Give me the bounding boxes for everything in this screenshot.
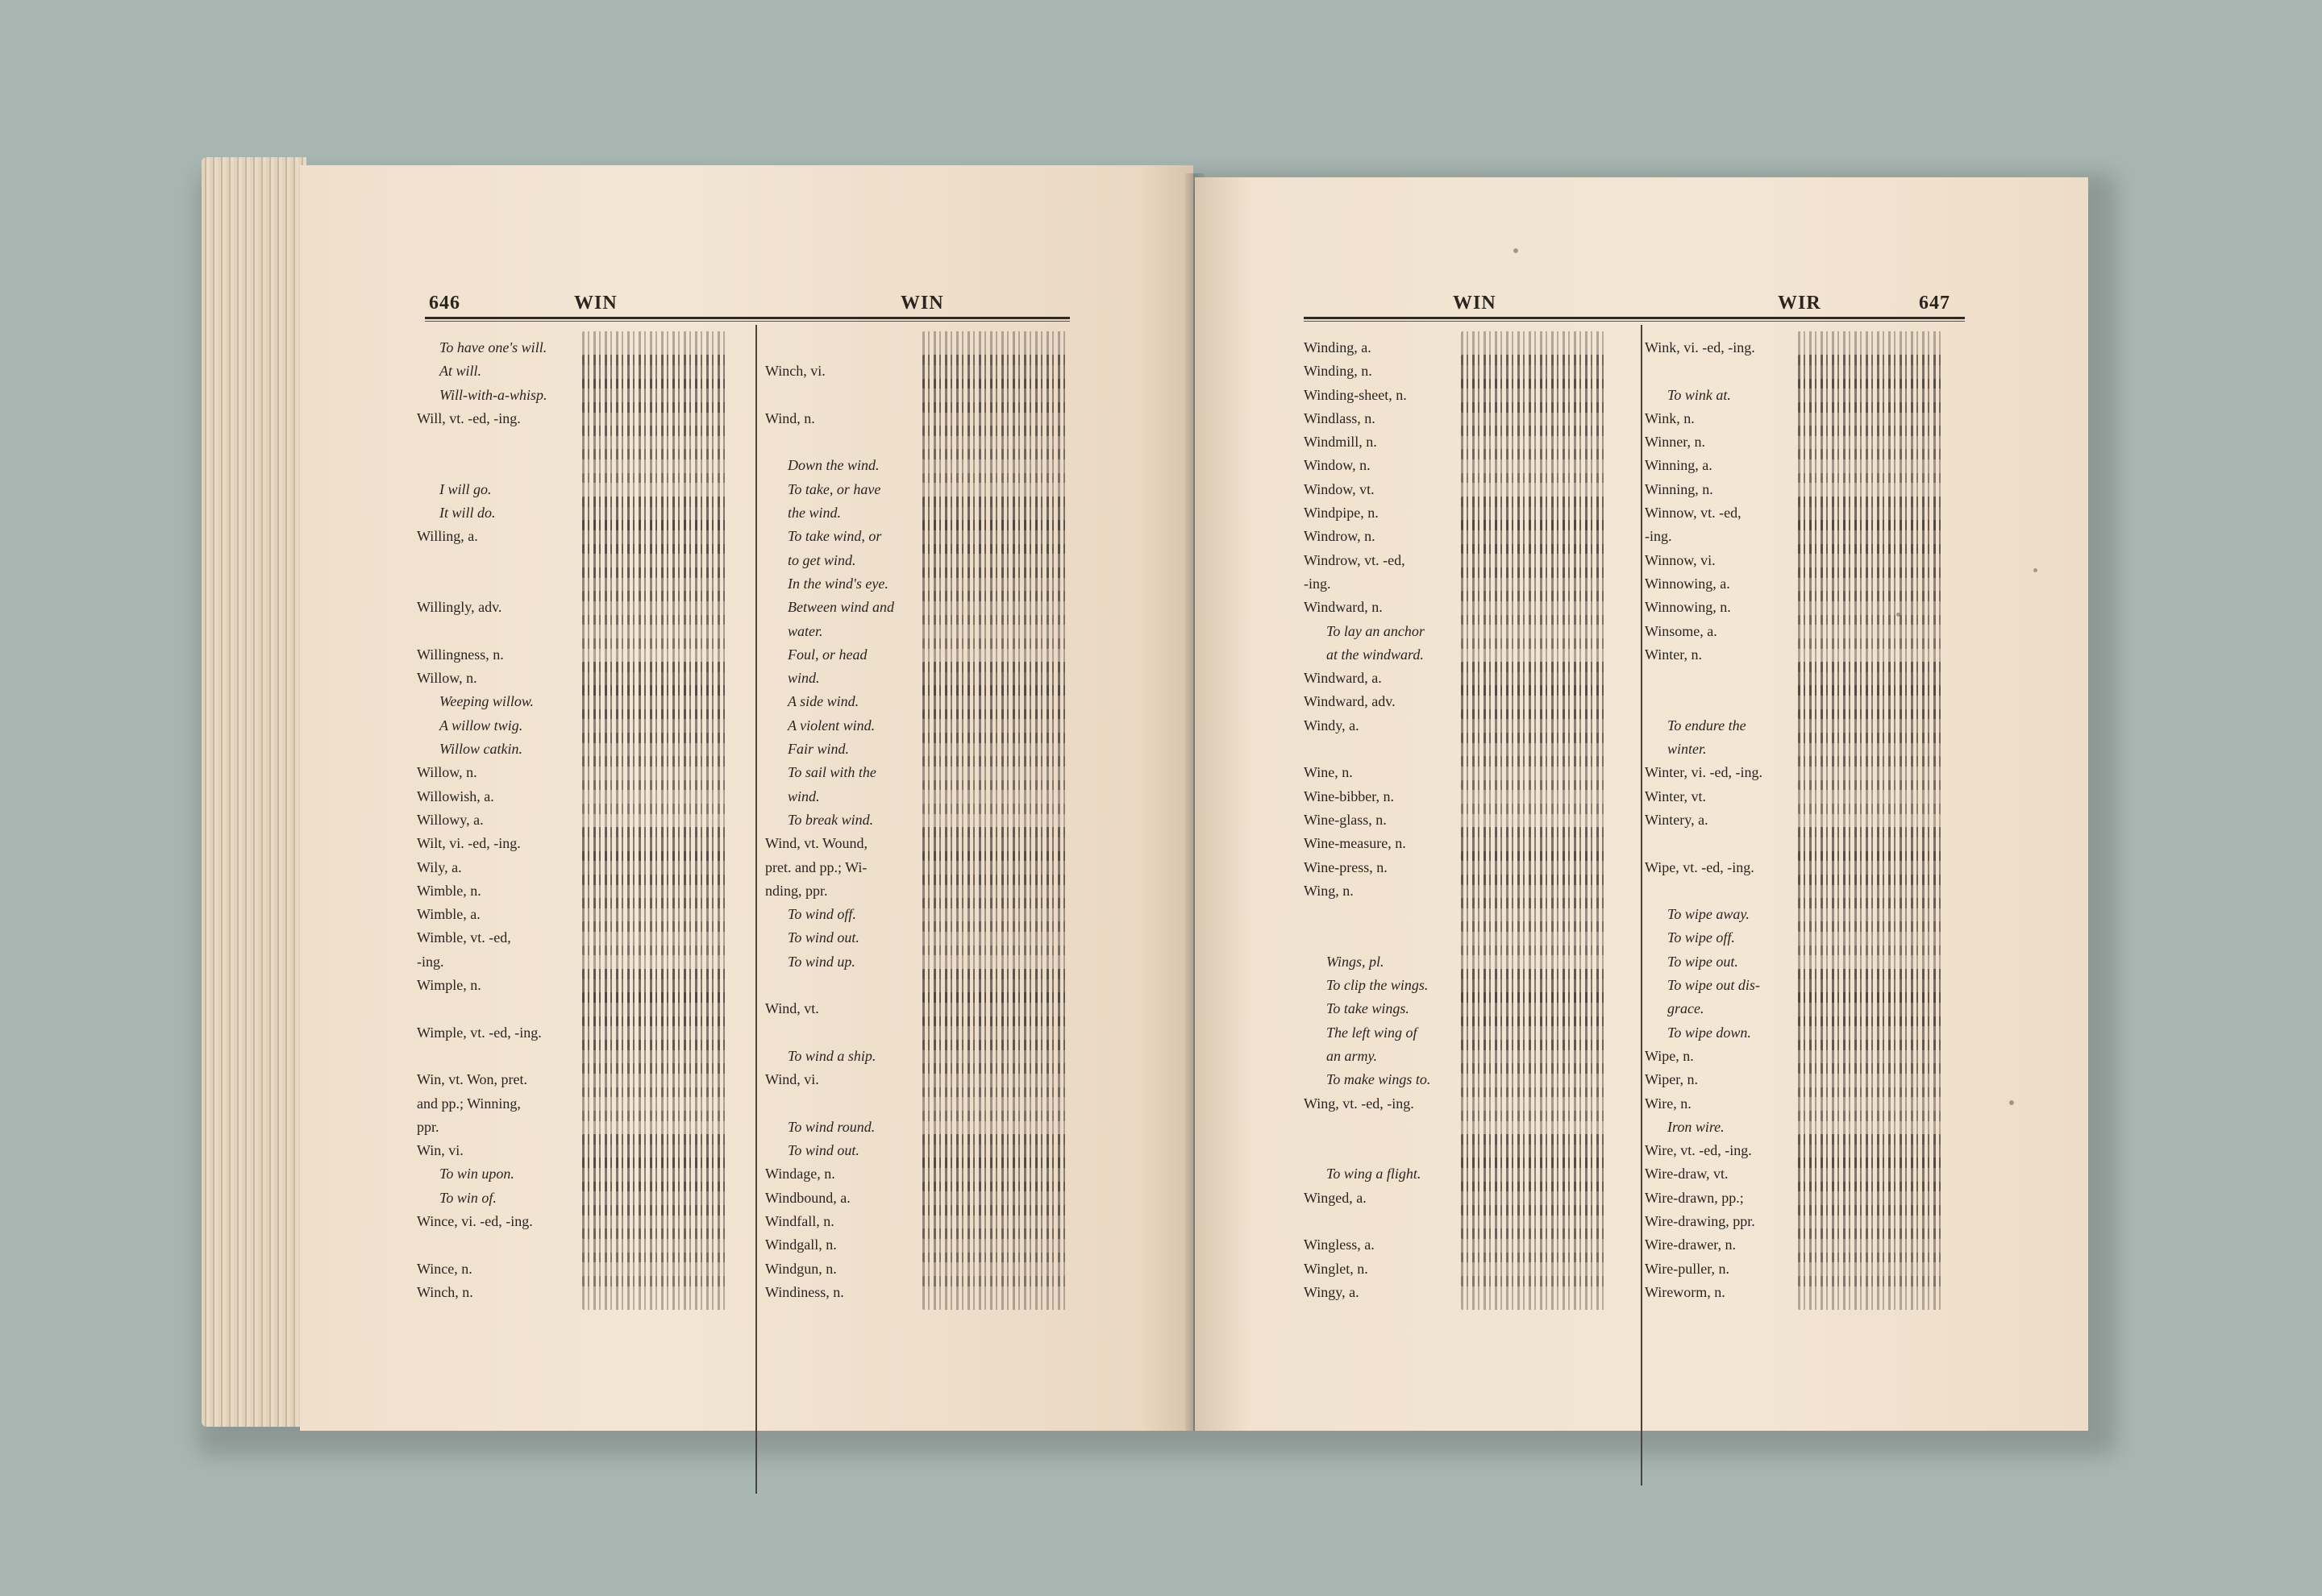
entry-headword: Down the wind. xyxy=(788,457,880,474)
page-number-right: 647 xyxy=(1919,293,1950,314)
header-rule-right xyxy=(1304,317,1965,319)
entry-headword: Wilt, vi. -ed, -ing. xyxy=(417,835,521,852)
column-divider-left xyxy=(755,325,757,1494)
entry-headword: Wink, vi. -ed, -ing. xyxy=(1645,339,1755,355)
entry-headword: Windward, a. xyxy=(1304,670,1382,687)
entry-headword: ppr. xyxy=(417,1118,439,1135)
entry-headword: Wireworm, n. xyxy=(1645,1283,1725,1300)
entry-headword: Winding, n. xyxy=(1304,363,1372,380)
entry-headword: Willowy, a. xyxy=(417,811,484,828)
entry-headword: Windiness, n. xyxy=(765,1283,844,1300)
running-head-left-2: WIN xyxy=(901,293,944,314)
entry-headword: winter. xyxy=(1667,741,1707,758)
entry-headword: To win upon. xyxy=(439,1166,514,1182)
entry-headword: Wine, n. xyxy=(1304,764,1353,781)
entry-headword: Wimble, vt. -ed, xyxy=(417,929,511,946)
entry-headword: Foul, or head xyxy=(788,646,868,663)
entry-headword: Willow, n. xyxy=(417,670,477,687)
entry-headword: wind. xyxy=(788,788,820,804)
entry-headword: Wingless, a. xyxy=(1304,1236,1375,1253)
entry-headword: To clip the wings. xyxy=(1326,977,1429,994)
left-page xyxy=(300,165,1193,1431)
entry-row xyxy=(417,1281,739,1304)
entry-headword: Windfall, n. xyxy=(765,1212,834,1229)
entry-headword: Wine-bibber, n. xyxy=(1304,788,1395,804)
page-edges xyxy=(202,157,306,1427)
entry-headword: To wipe away. xyxy=(1667,906,1750,923)
running-head-left-1: WIN xyxy=(574,293,618,314)
entry-headword: Wipe, n. xyxy=(1645,1047,1694,1064)
page-number-left: 646 xyxy=(429,293,460,314)
entry-headword: To lay an anchor xyxy=(1326,622,1425,639)
entry-headword: and pp.; Winning, xyxy=(417,1095,521,1112)
entry-headword: Winglet, n. xyxy=(1304,1260,1368,1277)
entry-headword: Wire-drawer, n. xyxy=(1645,1236,1736,1253)
entry-headword: Winning, n. xyxy=(1645,480,1713,497)
entry-headword: Wire-puller, n. xyxy=(1645,1260,1730,1277)
japanese-gloss-mark xyxy=(1461,1276,1604,1310)
entry-headword: To have one's will. xyxy=(439,339,547,355)
entry-headword: To sail with the xyxy=(788,764,876,781)
entry-headword: Wing, n. xyxy=(1304,882,1354,899)
entry-headword: Windgun, n. xyxy=(765,1260,837,1277)
entry-headword: Wince, n. xyxy=(417,1260,472,1277)
entry-headword: Wing, vt. -ed, -ing. xyxy=(1304,1095,1414,1112)
entry-headword: A side wind. xyxy=(788,693,859,710)
header-rule-right-thin xyxy=(1304,321,1965,322)
entry-headword: Wind, vt. xyxy=(765,1000,819,1017)
entry-headword: Winged, a. xyxy=(1304,1189,1367,1206)
entry-headword: To make wings to. xyxy=(1326,1071,1431,1088)
entry-headword: Wine-glass, n. xyxy=(1304,811,1387,828)
entry-headword: Wind, n. xyxy=(765,409,815,426)
entry-headword: Wimble, n. xyxy=(417,882,481,899)
entry-headword: Wily, a. xyxy=(417,858,462,875)
entry-headword: Wingy, a. xyxy=(1304,1283,1359,1300)
entry-headword: Wire, vt. -ed, -ing. xyxy=(1645,1142,1752,1159)
entry-headword: Windlass, n. xyxy=(1304,409,1375,426)
japanese-gloss-mark xyxy=(582,1276,726,1310)
entry-headword: Winnowing, a. xyxy=(1645,575,1730,592)
right-page xyxy=(1195,177,2088,1431)
entry-headword: To wink at. xyxy=(1667,386,1731,403)
entry-headword: A willow twig. xyxy=(439,717,523,734)
entry-headword: Will, vt. -ed, -ing. xyxy=(417,409,521,426)
entry-headword: nding, ppr. xyxy=(765,882,828,899)
entry-headword: To wind a ship. xyxy=(788,1047,876,1064)
entry-headword: Wire-draw, vt. xyxy=(1645,1166,1729,1182)
left-column-2 xyxy=(765,336,1080,1304)
entry-row xyxy=(1645,1281,1967,1304)
entry-headword: Windage, n. xyxy=(765,1166,835,1182)
entry-headword: Windrow, n. xyxy=(1304,528,1375,545)
entry-headword: Winter, vt. xyxy=(1645,788,1707,804)
entry-headword: Windward, n. xyxy=(1304,599,1383,616)
entry-headword: Wintery, a. xyxy=(1645,811,1708,828)
entry-headword: Wire, n. xyxy=(1645,1095,1692,1112)
entry-headword: Windbound, a. xyxy=(765,1189,851,1206)
entry-headword: To take wings. xyxy=(1326,1000,1409,1017)
japanese-gloss-mark xyxy=(922,1276,1066,1310)
entry-headword: Wind, vi. xyxy=(765,1071,819,1088)
running-head-right-2: WIR xyxy=(1778,293,1821,314)
entry-headword: water. xyxy=(788,622,823,639)
entry-headword: Willowish, a. xyxy=(417,788,494,804)
entry-headword: Winding, a. xyxy=(1304,339,1371,355)
entry-headword: Windward, adv. xyxy=(1304,693,1396,710)
entry-headword: Winner, n. xyxy=(1645,434,1706,451)
entry-headword: Windy, a. xyxy=(1304,717,1359,734)
paper-spot xyxy=(2009,1100,2014,1105)
entry-headword: Wimple, vt. -ed, -ing. xyxy=(417,1024,542,1041)
entry-headword: To wind round. xyxy=(788,1118,876,1135)
entry-headword: an army. xyxy=(1326,1047,1377,1064)
entry-headword: Win, vt. Won, pret. xyxy=(417,1071,527,1088)
paper-spot xyxy=(1513,248,1518,253)
entry-headword: Wink, n. xyxy=(1645,409,1695,426)
entry-headword: To wind up. xyxy=(788,953,855,970)
entry-headword: Window, n. xyxy=(1304,457,1371,474)
paper-spot xyxy=(1896,613,1900,617)
entry-headword: Wire-drawing, ppr. xyxy=(1645,1212,1755,1229)
entry-headword: The left wing of xyxy=(1326,1024,1417,1041)
entry-headword: Win, vi. xyxy=(417,1142,464,1159)
entry-headword: Winsome, a. xyxy=(1645,622,1717,639)
entry-headword: Windpipe, n. xyxy=(1304,505,1379,522)
entry-headword: Winch, n. xyxy=(417,1283,473,1300)
entry-headword: Will-with-a-whisp. xyxy=(439,386,547,403)
entry-headword: To take, or have xyxy=(788,480,881,497)
entry-headword: A violent wind. xyxy=(788,717,876,734)
paper-spot xyxy=(2033,568,2037,572)
entry-headword: In the wind's eye. xyxy=(788,575,888,592)
entry-headword: wind. xyxy=(788,670,820,687)
entry-headword: Winning, a. xyxy=(1645,457,1712,474)
entry-headword: Windmill, n. xyxy=(1304,434,1377,451)
entry-headword: It will do. xyxy=(439,505,496,522)
entry-headword: Wings, pl. xyxy=(1326,953,1384,970)
entry-headword: Winnow, vi. xyxy=(1645,551,1716,568)
entry-headword: Wince, vi. -ed, -ing. xyxy=(417,1212,533,1229)
entry-headword: Winnow, vt. -ed, xyxy=(1645,505,1742,522)
entry-headword: Winch, vi. xyxy=(765,363,826,380)
entry-headword: To break wind. xyxy=(788,811,874,828)
entry-headword: Wimple, n. xyxy=(417,977,481,994)
entry-headword: grace. xyxy=(1667,1000,1704,1017)
entry-headword: Windgall, n. xyxy=(765,1236,837,1253)
entry-headword: Wine-measure, n. xyxy=(1304,835,1406,852)
entry-headword: -ing. xyxy=(1304,575,1331,592)
entry-headword: To wipe off. xyxy=(1667,929,1735,946)
running-head-right-1: WIN xyxy=(1453,293,1496,314)
entry-headword: Windrow, vt. -ed, xyxy=(1304,551,1405,568)
entry-headword: Willingly, adv. xyxy=(417,599,502,616)
entry-headword: Wipe, vt. -ed, -ing. xyxy=(1645,858,1754,875)
entry-headword: To wind out. xyxy=(788,1142,859,1159)
entry-headword: To wind off. xyxy=(788,906,856,923)
entry-headword: -ing. xyxy=(1645,528,1672,545)
header-rule-left-thin xyxy=(425,321,1070,322)
entry-headword: to get wind. xyxy=(788,551,856,568)
entry-headword: Wind, vt. Wound, xyxy=(765,835,868,852)
entry-headword: To take wind, or xyxy=(788,528,882,545)
entry-headword: Wiper, n. xyxy=(1645,1071,1699,1088)
entry-headword: To wipe out. xyxy=(1667,953,1738,970)
entry-headword: To endure the xyxy=(1667,717,1746,734)
entry-row xyxy=(1304,1281,1626,1304)
entry-headword: Fair wind. xyxy=(788,741,850,758)
entry-headword: Willing, a. xyxy=(417,528,478,545)
entry-headword: At will. xyxy=(439,363,482,380)
entry-headword: at the windward. xyxy=(1326,646,1424,663)
entry-headword: Willow catkin. xyxy=(439,741,522,758)
entry-headword: Wire-drawn, pp.; xyxy=(1645,1189,1744,1206)
entry-headword: Iron wire. xyxy=(1667,1118,1725,1135)
entry-headword: Between wind and xyxy=(788,599,894,616)
entry-headword: Winnowing, n. xyxy=(1645,599,1731,616)
entry-headword: Wine-press, n. xyxy=(1304,858,1388,875)
entry-headword: Weeping willow. xyxy=(439,693,534,710)
entry-headword: I will go. xyxy=(439,480,492,497)
entry-headword: Willingness, n. xyxy=(417,646,504,663)
left-column-1 xyxy=(417,336,739,1304)
header-rule-left xyxy=(425,317,1070,319)
entry-row xyxy=(765,1281,1080,1304)
entry-headword: To win of. xyxy=(439,1189,497,1206)
entry-headword: To wipe down. xyxy=(1667,1024,1751,1041)
entry-headword: pret. and pp.; Wi- xyxy=(765,858,868,875)
japanese-gloss-mark xyxy=(1798,1276,1941,1310)
column-divider-right xyxy=(1641,325,1642,1486)
entry-headword: To wipe out dis- xyxy=(1667,977,1760,994)
entry-headword: Willow, n. xyxy=(417,764,477,781)
entry-headword: Wimble, a. xyxy=(417,906,481,923)
entry-headword: Winter, vi. -ed, -ing. xyxy=(1645,764,1763,781)
entry-headword: Winter, n. xyxy=(1645,646,1703,663)
entry-headword: To wind out. xyxy=(788,929,859,946)
right-column-1 xyxy=(1304,336,1626,1304)
entry-headword: Window, vt. xyxy=(1304,480,1375,497)
entry-headword: To wing a flight. xyxy=(1326,1166,1421,1182)
entry-headword: the wind. xyxy=(788,505,841,522)
right-column-2 xyxy=(1645,336,1967,1304)
entry-headword: Winding-sheet, n. xyxy=(1304,386,1407,403)
entry-headword: -ing. xyxy=(417,953,444,970)
